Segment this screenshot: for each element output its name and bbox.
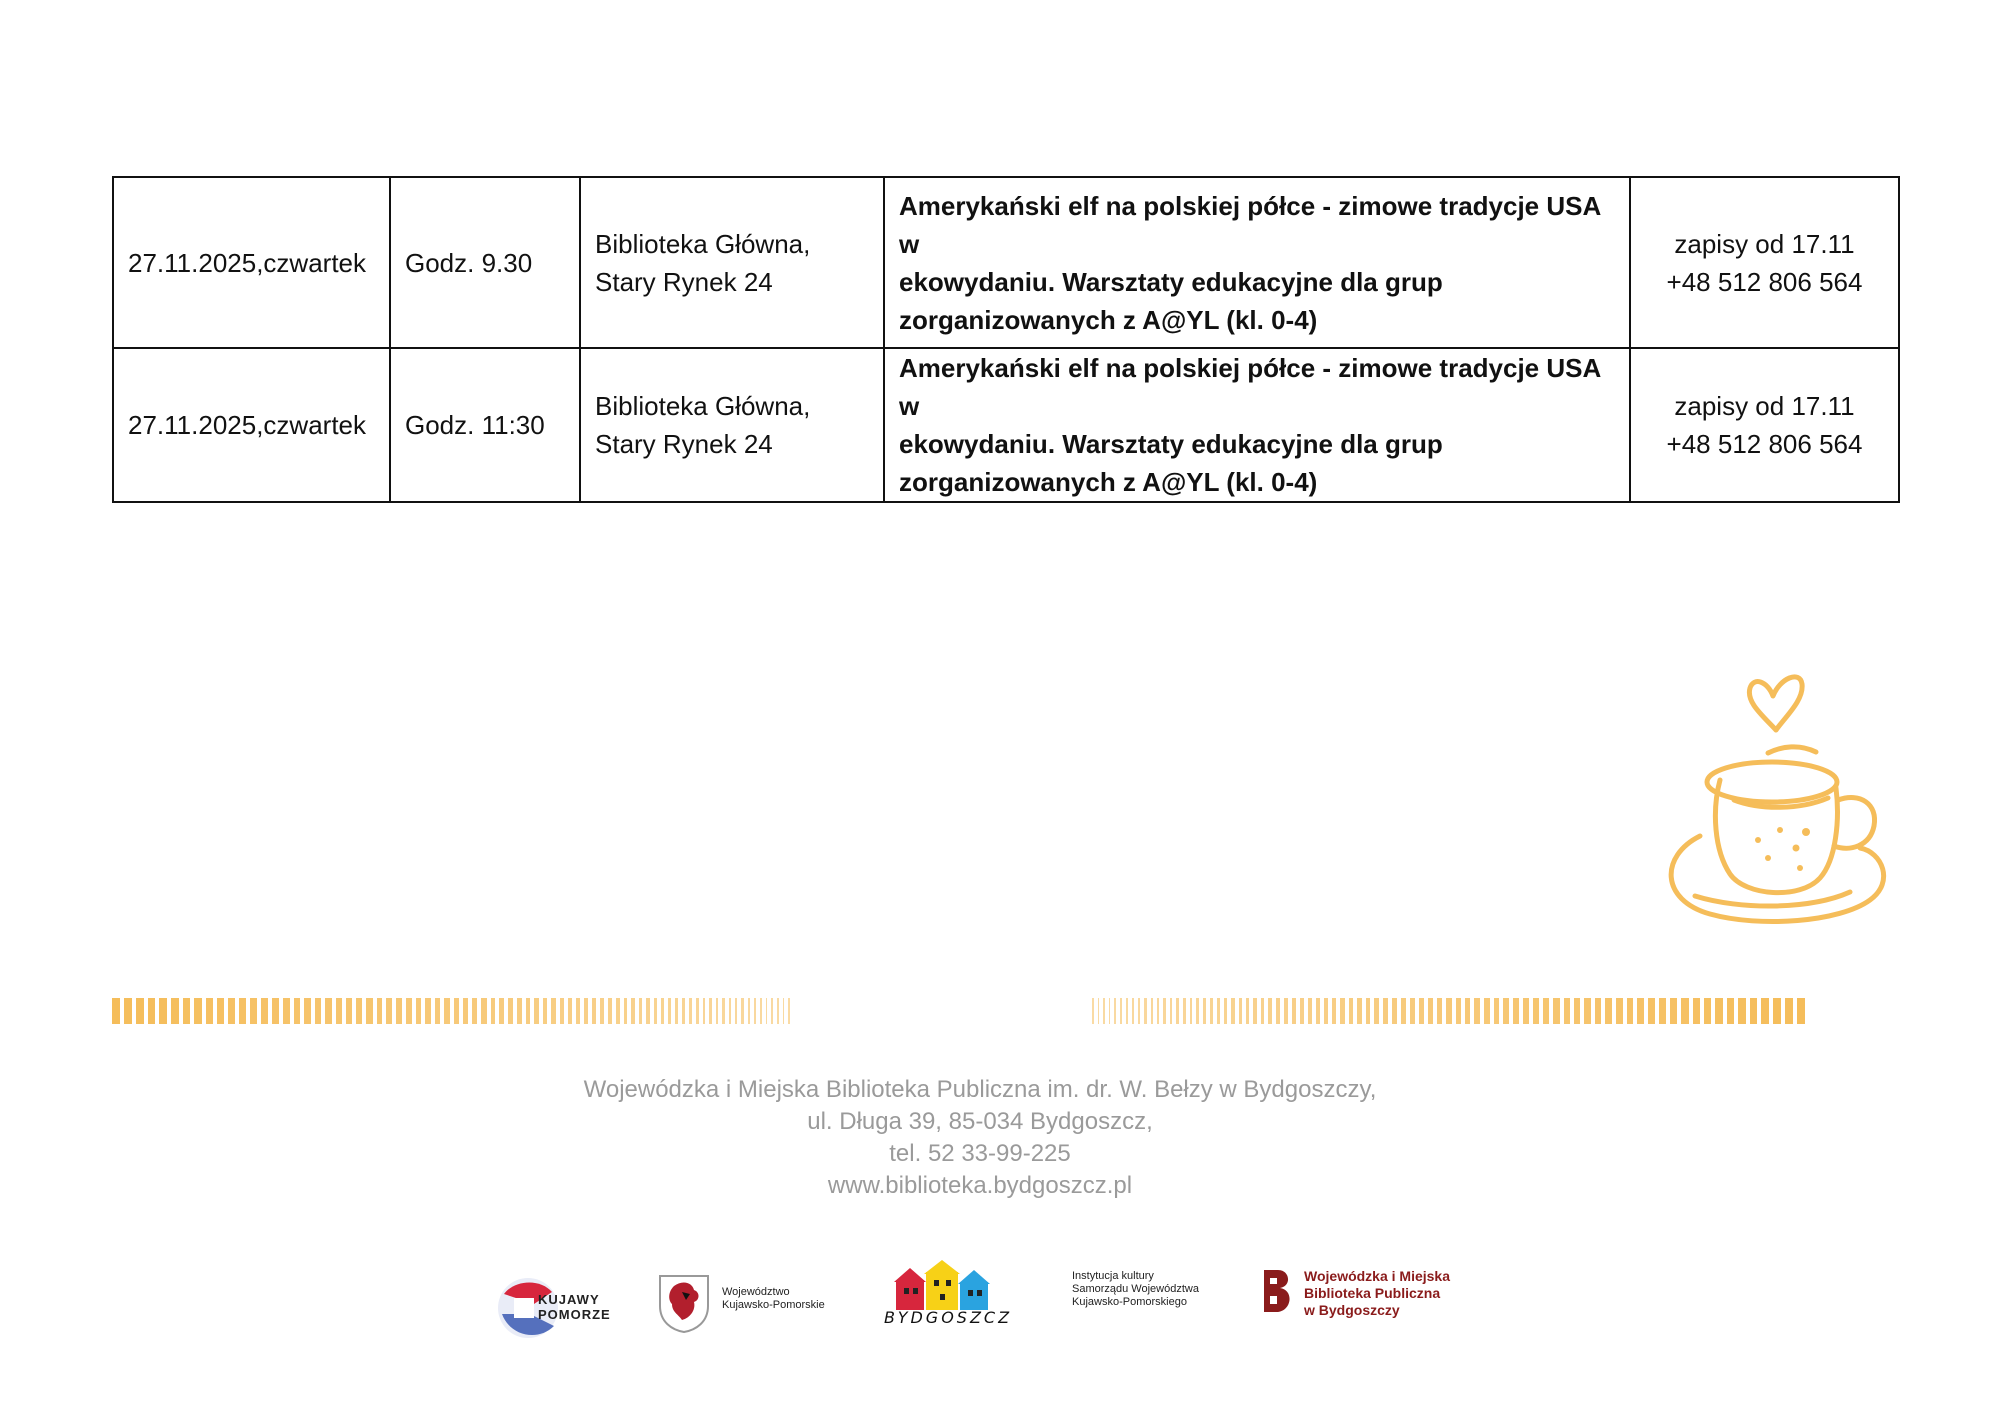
stripe-bar	[661, 998, 664, 1024]
stripe-bar	[1437, 998, 1442, 1024]
place-line: Biblioteka Główna,	[595, 228, 811, 259]
stripe-bar	[159, 998, 167, 1024]
stripe-bar	[1276, 998, 1280, 1024]
stripe-bar	[396, 998, 402, 1024]
institution-caption	[1072, 1270, 1199, 1309]
stripe-bar	[777, 998, 779, 1024]
stripe-bar	[696, 998, 699, 1024]
stripe-bar	[716, 998, 719, 1024]
stripe-bar	[722, 998, 724, 1024]
stripe-bar	[1513, 998, 1519, 1024]
stripe-bar	[1446, 998, 1451, 1024]
stripe-bar	[1523, 998, 1529, 1024]
stripe-bar	[1704, 998, 1711, 1024]
stripe-bar	[1163, 998, 1165, 1024]
events-table	[112, 176, 1900, 503]
stripe-bar	[112, 998, 120, 1024]
stripe-bar	[1738, 998, 1746, 1024]
stripe-bar	[754, 998, 756, 1024]
stripe-bar	[1268, 998, 1272, 1024]
stripe-bar	[1261, 998, 1265, 1024]
stripe-bar	[1419, 998, 1424, 1024]
stripe-bar	[1324, 998, 1328, 1024]
stripe-bar	[1494, 998, 1500, 1024]
stripe-bar	[682, 998, 685, 1024]
stripe-bar	[1151, 998, 1153, 1024]
stripe-bar	[600, 998, 604, 1024]
stripe-bar	[304, 998, 311, 1024]
stripe-bar	[1605, 998, 1612, 1024]
phone: tel. 52 33-99-225	[889, 1140, 1071, 1167]
event-title-cell	[884, 348, 1630, 502]
title-line: Amerykański elf na polskiej półce - zimowe tradycje USA w	[899, 190, 1601, 259]
stripe-bar	[534, 998, 539, 1024]
stripe-bar	[1103, 998, 1105, 1024]
stripe-bar	[771, 998, 773, 1024]
stripe-bar	[788, 998, 790, 1024]
stripe-bar	[171, 998, 179, 1024]
time-cell: Godz. 9.30	[390, 177, 580, 348]
stripe-bar	[748, 998, 750, 1024]
website-link[interactable]: www.biblioteka.bydgoszcz.pl	[827, 1172, 1133, 1199]
stripe-bar	[735, 998, 737, 1024]
stripe-bar	[1357, 998, 1362, 1024]
stripe-bar	[481, 998, 486, 1024]
stripe-bar	[1340, 998, 1344, 1024]
registration-line: zapisy od 17.11	[1674, 391, 1855, 421]
stripe-bar	[1659, 998, 1666, 1024]
stripe-bar	[543, 998, 547, 1024]
stripe-bar	[709, 998, 712, 1024]
stripe-bar	[689, 998, 692, 1024]
street-address: ul. Długa 39, 85-034 Bydgoszcz,	[807, 1108, 1153, 1135]
stripe-bar	[444, 998, 449, 1024]
stripe-bar	[639, 998, 642, 1024]
stripe-bar	[217, 998, 224, 1024]
time-cell: Godz. 11:30	[390, 348, 580, 502]
stripe-bar	[194, 998, 201, 1024]
stripe-bar	[377, 998, 383, 1024]
wbp-line: Wojewódzka i Miejska	[1304, 1268, 1451, 1284]
stripe-bar	[356, 998, 362, 1024]
stripe-bar	[760, 998, 762, 1024]
place-line: Stary Rynek 24	[595, 266, 773, 297]
stripe-bar	[1627, 998, 1634, 1024]
stripe-bar	[1474, 998, 1480, 1024]
stripe-bar	[148, 998, 156, 1024]
bydgoszcz-text: BYDGOSZCZ	[884, 1308, 1013, 1327]
table-row	[113, 348, 1899, 502]
stripe-bar	[1366, 998, 1371, 1024]
stripe-bar	[1410, 998, 1415, 1024]
stripe-bar	[366, 998, 372, 1024]
stripe-bar	[250, 998, 257, 1024]
stripe-bar	[1157, 998, 1159, 1024]
stripe-bar	[491, 998, 496, 1024]
stripe-bar	[1170, 998, 1173, 1024]
phone-number: +48 512 806 564	[1666, 266, 1863, 297]
stripe-bar	[508, 998, 513, 1024]
stripe-bar	[325, 998, 331, 1024]
stripe-bar	[386, 998, 392, 1024]
stripe-bar	[1543, 998, 1549, 1024]
wojewodztwo-text: Województwo	[722, 1286, 790, 1298]
stripe-bar	[1138, 998, 1140, 1024]
kujawy-text: KUJAWY	[538, 1292, 600, 1307]
stripe-bar	[526, 998, 531, 1024]
stripe-bar	[283, 998, 290, 1024]
stripe-bar	[454, 998, 459, 1024]
stripe-bar	[1715, 998, 1722, 1024]
stripe-bar	[1332, 998, 1336, 1024]
stripe-bar	[1465, 998, 1471, 1024]
stripe-bar	[294, 998, 301, 1024]
wbp-line: w Bydgoszczy	[1304, 1302, 1400, 1318]
stripe-bar	[1109, 998, 1111, 1024]
stripe-bar	[675, 998, 678, 1024]
stripe-bar	[1300, 998, 1304, 1024]
stripe-bar	[272, 998, 279, 1024]
stripe-bar	[1114, 998, 1116, 1024]
stripe-bar	[1383, 998, 1388, 1024]
stripe-bar	[425, 998, 431, 1024]
stripe-bar	[206, 998, 213, 1024]
stripe-bar	[1231, 998, 1234, 1024]
stripe-bar	[560, 998, 564, 1024]
stripe-bar	[1785, 998, 1793, 1024]
stripe-bar	[1120, 998, 1122, 1024]
pomorze-text: POMORZE	[538, 1307, 611, 1322]
stripe-bar	[136, 998, 144, 1024]
stripe-bar	[1584, 998, 1590, 1024]
stripe-bar	[1428, 998, 1433, 1024]
institution-line: Instytucja kultury	[1072, 1270, 1154, 1282]
place-cell	[580, 348, 884, 502]
stripe-bar	[124, 998, 132, 1024]
phone-number: +48 512 806 564	[1666, 429, 1863, 459]
stripe-bar	[631, 998, 635, 1024]
stripe-bar	[592, 998, 596, 1024]
date-cell: 27.11.2025,czwartek	[113, 177, 390, 348]
decorative-stripes-left	[112, 998, 794, 1024]
stripe-bar	[1098, 998, 1100, 1024]
stripe-bar	[1693, 998, 1700, 1024]
stripe-bar	[1196, 998, 1199, 1024]
stripe-bar	[616, 998, 620, 1024]
stripe-bar	[1176, 998, 1179, 1024]
stripe-bar	[1681, 998, 1688, 1024]
stripe-bar	[1246, 998, 1249, 1024]
stripe-bar	[1503, 998, 1509, 1024]
stripe-bar	[1253, 998, 1257, 1024]
place-cell	[580, 177, 884, 348]
stripe-bar	[1132, 998, 1134, 1024]
stripe-bar	[1210, 998, 1213, 1024]
stripe-bar	[1316, 998, 1320, 1024]
decorative-stripes-right	[1092, 998, 1809, 1024]
title-line: zorganizowanych z A@YL (kl. 0-4)	[899, 304, 1318, 335]
stripe-bar	[1374, 998, 1379, 1024]
stripe-bar	[1670, 998, 1677, 1024]
stripe-bar	[1456, 998, 1461, 1024]
kujawsko-pomorskie-text: Kujawsko-Pomorskie	[722, 1299, 825, 1311]
stripe-bar	[1553, 998, 1559, 1024]
stripe-bar	[1484, 998, 1490, 1024]
stripe-bar	[1284, 998, 1288, 1024]
stripe-bar	[783, 998, 785, 1024]
title-line: Amerykański elf na polskiej półce - zimowe tradycje USA w	[899, 353, 1601, 421]
title-line: ekowydaniu. Warsztaty edukacyjne dla grup	[899, 429, 1443, 459]
stripe-bar	[1292, 998, 1296, 1024]
stripe-bar	[472, 998, 477, 1024]
stripe-bar	[1574, 998, 1580, 1024]
stripe-bar	[1564, 998, 1570, 1024]
stripe-bar	[1092, 998, 1094, 1024]
stripe-bar	[576, 998, 580, 1024]
stripe-bar	[1533, 998, 1539, 1024]
date-cell: 27.11.2025,czwartek	[113, 348, 390, 502]
stripe-bar	[228, 998, 235, 1024]
institution-line: Kujawsko-Pomorskiego	[1072, 1296, 1187, 1308]
coffee-cup-icon	[1650, 660, 1910, 950]
stripe-bar	[1190, 998, 1193, 1024]
place-line: Stary Rynek 24	[595, 429, 773, 459]
stripe-bar	[1126, 998, 1128, 1024]
stripe-bar	[346, 998, 352, 1024]
stripe-bar	[1637, 998, 1644, 1024]
stripe-bar	[463, 998, 468, 1024]
registration-line: zapisy od 17.11	[1674, 228, 1855, 259]
stripe-bar	[1727, 998, 1735, 1024]
stripe-bar	[584, 998, 588, 1024]
stripe-bar	[1224, 998, 1227, 1024]
library-address	[0, 1074, 1960, 1202]
stripe-bar	[608, 998, 612, 1024]
stripe-bar	[668, 998, 671, 1024]
stripe-bar	[499, 998, 504, 1024]
wbp-b-logo-icon	[1260, 1266, 1300, 1316]
stripe-bar	[1349, 998, 1353, 1024]
stripe-bar	[646, 998, 649, 1024]
stripe-bar	[568, 998, 572, 1024]
stripe-bar	[1144, 998, 1146, 1024]
event-title-cell	[884, 177, 1630, 348]
stripe-bar	[1648, 998, 1655, 1024]
stripe-bar	[1308, 998, 1312, 1024]
griffin-coat-of-arms-icon	[656, 1272, 712, 1334]
library-name: Wojewódzka i Miejska Biblioteka Publiczna im. dr. W. Bełzy w Bydgoszczy,	[583, 1076, 1377, 1103]
stripe-bar	[435, 998, 440, 1024]
stripe-bar	[183, 998, 190, 1024]
stripe-bar	[517, 998, 522, 1024]
institution-line: Samorządu Województwa	[1072, 1283, 1199, 1295]
stripe-bar	[1761, 998, 1769, 1024]
stripe-bar	[1773, 998, 1781, 1024]
table-row	[113, 177, 1899, 348]
stripe-bar	[1750, 998, 1758, 1024]
stripe-bar	[1797, 998, 1805, 1024]
stripe-bar	[336, 998, 342, 1024]
place-line: Biblioteka Główna,	[595, 391, 811, 421]
title-line: zorganizowanych z A@YL (kl. 0-4)	[899, 467, 1318, 497]
registration-cell	[1630, 348, 1899, 502]
stripe-bar	[1203, 998, 1206, 1024]
stripe-bar	[1217, 998, 1220, 1024]
stripe-bar	[1616, 998, 1623, 1024]
stripe-bar	[315, 998, 321, 1024]
stripe-bar	[416, 998, 422, 1024]
registration-cell	[1630, 177, 1899, 348]
stripe-bar	[1183, 998, 1186, 1024]
stripe-bar	[239, 998, 246, 1024]
stripe-bar	[1401, 998, 1406, 1024]
stripe-bar	[766, 998, 768, 1024]
stripe-bar	[406, 998, 412, 1024]
stripe-bar	[551, 998, 555, 1024]
title-line: ekowydaniu. Warsztaty edukacyjne dla grup	[899, 266, 1443, 297]
stripe-bar	[1239, 998, 1242, 1024]
stripe-bar	[654, 998, 657, 1024]
stripe-bar	[729, 998, 731, 1024]
wbp-line: Biblioteka Publiczna	[1304, 1285, 1441, 1301]
stripe-bar	[1392, 998, 1397, 1024]
stripe-bar	[261, 998, 268, 1024]
stripe-bar	[703, 998, 706, 1024]
stripe-bar	[1595, 998, 1602, 1024]
stripe-bar	[624, 998, 628, 1024]
stripe-bar	[741, 998, 743, 1024]
